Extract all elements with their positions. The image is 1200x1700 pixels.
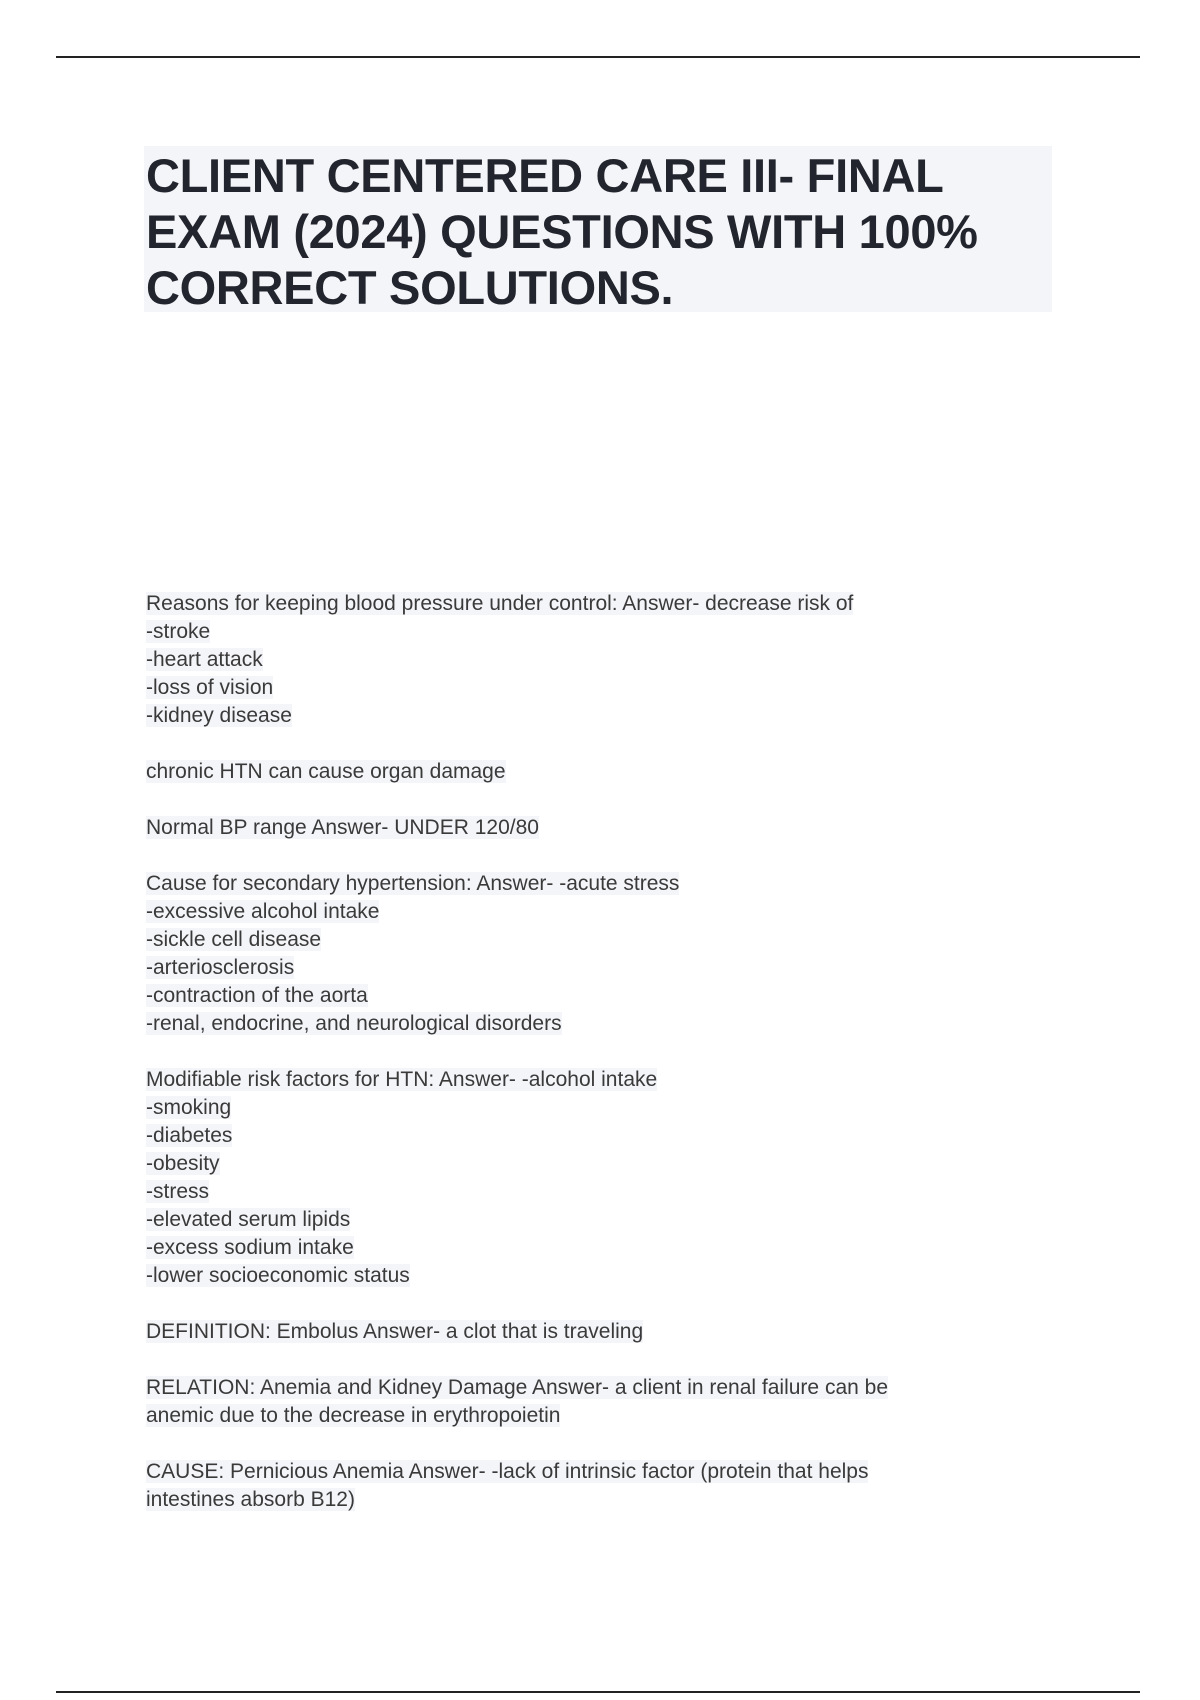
qa-line-text: -elevated serum lipids [146,1208,351,1231]
qa-line [146,982,1046,1010]
document-body [146,590,1046,1542]
qa-line-text: Normal BP range Answer- UNDER 120/80 [146,816,539,839]
bottom-rule [56,1691,1140,1693]
qa-line [146,1122,1046,1150]
qa-line-text: Cause for secondary hypertension: Answer- -acute stress [146,872,680,895]
qa-entry [146,1318,1046,1346]
qa-line-text: -lower socioeconomic status [146,1264,410,1287]
qa-line [146,702,1046,730]
qa-line-text: CAUSE: Pernicious Anemia Answer- -lack of intrinsic factor (protein that helps [146,1460,869,1483]
qa-line [146,758,1046,786]
qa-line-text: -kidney disease [146,704,292,727]
qa-line [146,1178,1046,1206]
qa-line [146,1150,1046,1178]
qa-line [146,1318,1046,1346]
qa-line [146,674,1046,702]
qa-line [146,954,1046,982]
qa-entry [146,870,1046,1038]
qa-line [146,1402,1046,1430]
qa-entry [146,590,1046,730]
qa-line [146,1094,1046,1122]
qa-line [146,1458,1046,1486]
qa-line-text: -smoking [146,1096,232,1119]
qa-line-text: -contraction of the aorta [146,984,368,1007]
qa-entry [146,758,1046,786]
qa-line-text: -loss of vision [146,676,274,699]
qa-line [146,1066,1046,1094]
qa-line [146,646,1046,674]
qa-line-text: -renal, endocrine, and neurological disorders [146,1012,562,1035]
top-rule [56,56,1140,58]
qa-line [146,618,1046,646]
qa-line-text: -sickle cell disease [146,928,322,951]
qa-entry [146,1066,1046,1290]
qa-line [146,1262,1046,1290]
qa-line-text: anemic due to the decrease in erythropoietin [146,1404,561,1427]
qa-line-text: -stress [146,1180,209,1203]
qa-line-text: -obesity [146,1152,220,1175]
qa-line [146,1206,1046,1234]
qa-line-text: -arteriosclerosis [146,956,295,979]
qa-line [146,590,1046,618]
qa-line-text: -heart attack [146,648,263,671]
qa-line [146,898,1046,926]
qa-line [146,1486,1046,1514]
qa-line [146,1010,1046,1038]
document-title: CLIENT CENTERED CARE III- FINAL EXAM (2024) QUESTIONS WITH 100% CORRECT SOLUTIONS. [146,149,978,314]
qa-line-text: RELATION: Anemia and Kidney Damage Answer- a client in renal failure can be [146,1376,888,1399]
qa-line [146,1234,1046,1262]
qa-line-text: -excess sodium intake [146,1236,354,1259]
qa-line [146,1374,1046,1402]
qa-line-text: intestines absorb B12) [146,1488,355,1511]
qa-line-text: -diabetes [146,1124,233,1147]
qa-line-text: DEFINITION: Embolus Answer- a clot that is traveling [146,1320,644,1343]
qa-line-text: chronic HTN can cause organ damage [146,760,506,783]
qa-line-text: -stroke [146,620,211,643]
qa-line [146,814,1046,842]
qa-line [146,926,1046,954]
qa-line-text: -excessive alcohol intake [146,900,380,923]
qa-line [146,870,1046,898]
qa-line-text: Modifiable risk factors for HTN: Answer- -alcohol intake [146,1068,658,1091]
qa-line-text: Reasons for keeping blood pressure under control: Answer- decrease risk of [146,592,854,615]
qa-entry [146,1458,1046,1514]
qa-entry [146,814,1046,842]
qa-entry [146,1374,1046,1430]
